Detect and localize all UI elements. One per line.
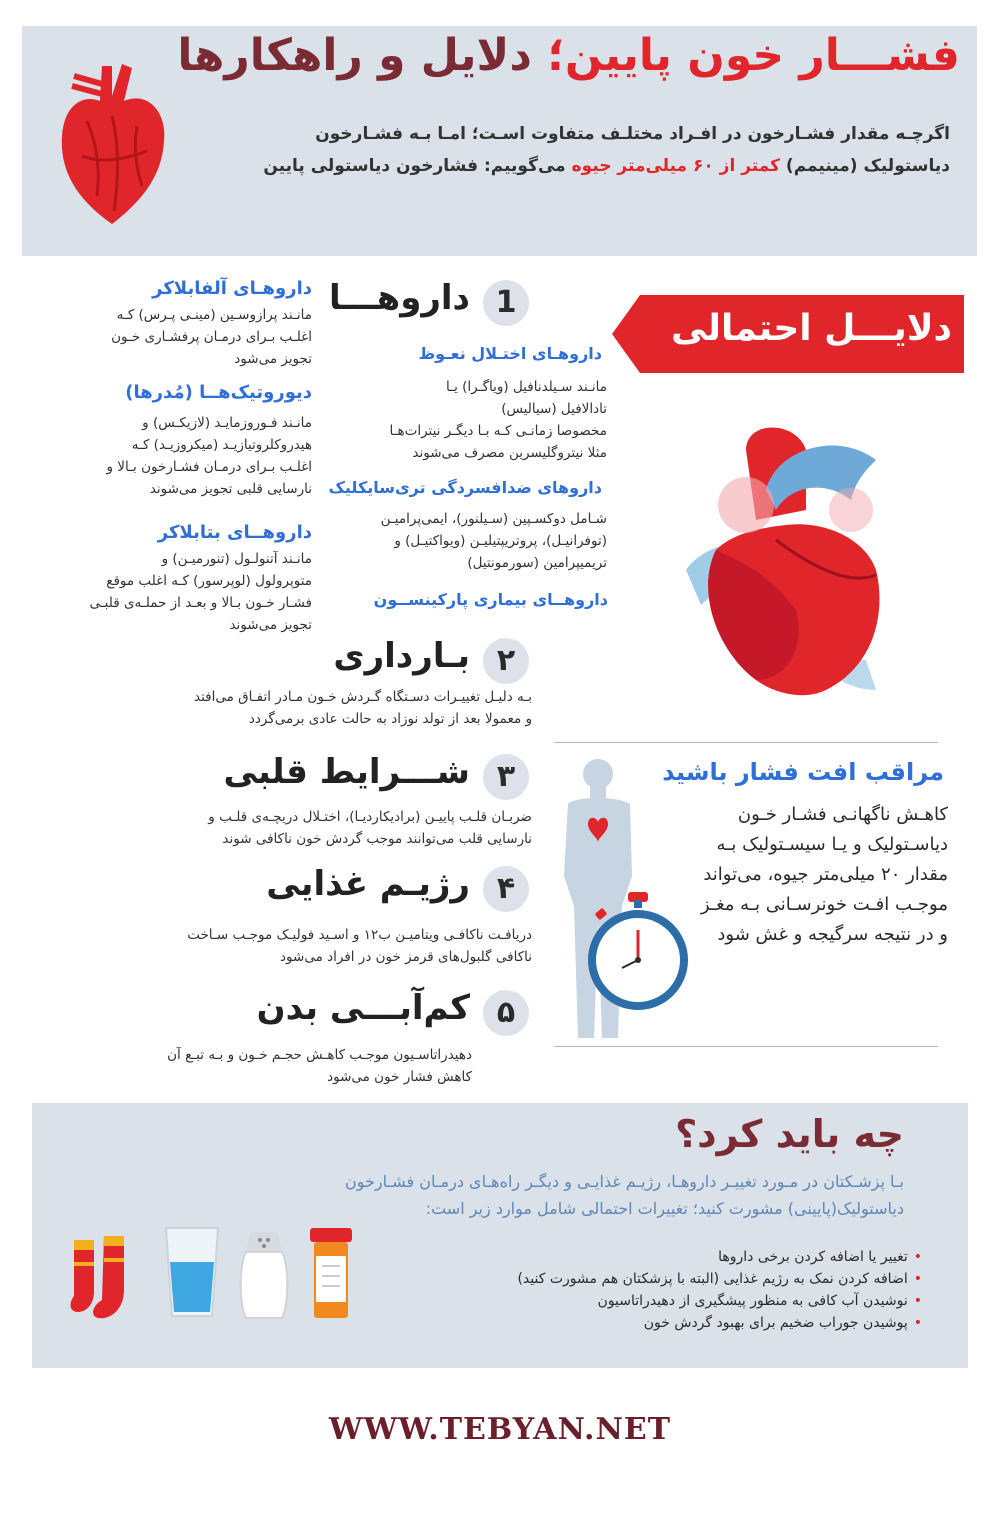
tricyclic-title: داروهای ضدافسردگی تری‌سایکلیک	[328, 478, 602, 497]
section-number-5: ۵	[483, 990, 529, 1036]
intro-line-2-start: دیاستولیک (مینیمم)	[780, 156, 950, 176]
section-number-3: ۳	[483, 754, 529, 800]
alpha-line: اغلـب بـرای درمـان پرفشـاری خـون	[111, 329, 312, 345]
footer-website[interactable]: WWW.TEBYAN.NET	[328, 1412, 672, 1447]
watch-line: و در نتیجه سرگیجه و غش شود	[717, 924, 948, 945]
what-line-1: بـا پزشـکتان در مـورد تغییـر داروهـا، رژیـم غذایـی و دیگـر راه‌هـای درمـان فشـارخون	[345, 1172, 904, 1191]
tip-item: • اضافه کردن نمک به رژیم غذایی (البته با پزشکتان هم مشورت کنید)	[422, 1268, 922, 1290]
diuretic-line: نارسایی قلبی تجویز می‌شوند	[149, 481, 312, 497]
section-number-1: 1	[483, 280, 529, 326]
heart-line: نارسایی قلب می‌توانند موجب گردش خون ناکافی شوند	[222, 831, 532, 847]
heart-line: ضربـان قلـب پاییـن (برادیکاردیـا)، اختـلال دریچـه‌ی قلـب و	[208, 809, 532, 825]
watch-line: موجـب افـت خونرسـانی بـه مغـز	[700, 894, 948, 915]
alpha-blocker-text	[62, 304, 312, 370]
dehydration-text	[52, 1044, 472, 1088]
watch-text	[658, 800, 948, 950]
ed-line: مانـند سـیلدنافیل (ویاگـرا) یـا	[446, 379, 607, 395]
watch-title: مراقب افت فشار باشید	[662, 758, 944, 786]
ed-drugs-title: داروهـای اختـلال نعـوظ	[418, 344, 602, 363]
diuretic-line: اغلـب بـرای درمـان فشـارخون بـالا و	[106, 459, 312, 475]
diet-line: دریافـت ناکافـی ویتامیـن ب۱۲ و اسـید فولیـک موجـب سـاخت	[187, 927, 532, 943]
watch-line: مقدار ۲۰ میلی‌متر جیوه، می‌تواند	[703, 864, 948, 885]
alpha-blocker-title: داروهـای آلفابلاکر	[152, 278, 312, 299]
pill-bottle-icon	[308, 1226, 354, 1320]
diuretic-line: هیدروکلروتیازیـد (میکروزیـد) کـه	[131, 437, 312, 453]
intro-line-2-end: می‌گوییم: فشارخون دیاستولی پایین	[263, 156, 572, 176]
tricyclic-text	[327, 508, 607, 574]
dehydration-line: دهیدراتاسـیون موجـب کاهـش حجـم خـون و بـه تبـع آن	[167, 1047, 472, 1063]
socks-icon	[68, 1232, 150, 1324]
beta-line: فشـار خـون بـالا و بعـد از حملـه‌ی قلبـی	[89, 595, 312, 611]
pregnancy-text	[92, 686, 532, 730]
beta-line: متوپرولول (لوپرسور) کـه اغلب موقع	[106, 573, 312, 589]
beta-line: مانـند آتنولـول (تنورمیـن) و	[161, 551, 312, 567]
page-title	[177, 30, 960, 81]
divider-bottom	[554, 1046, 938, 1047]
parkinson-drugs-title: داروهــای بیماری پارکینســون	[373, 590, 608, 609]
beta-blocker-text	[62, 548, 312, 636]
what-to-do-text	[84, 1168, 904, 1222]
ed-line: مثلا نیتروگلیسرین مصرف می‌شوند	[412, 445, 607, 461]
intro-highlight: کمتر از ۶۰ میلی‌متر جیوه	[571, 156, 781, 176]
section-title-drugs: داروهـــا	[328, 278, 470, 318]
intro-text	[210, 118, 950, 182]
beta-line: تجویز می‌شوند	[229, 617, 312, 633]
water-glass-icon	[164, 1226, 220, 1318]
title-rest: دلایل و راهکارها	[177, 30, 548, 81]
dehydration-line: کاهش فشار خون می‌شود	[327, 1069, 472, 1085]
what-to-do-title: چه باید کرد؟	[675, 1112, 904, 1156]
ed-drugs-text	[347, 376, 607, 464]
watch-line: دیاسـتولیک و یـا سیسـتولیک بـه	[716, 834, 948, 855]
beta-blocker-title: داروهــای بتابلاکر	[157, 522, 312, 543]
heart-illustration	[676, 410, 906, 710]
alpha-line: مانـند پرازوسـین (مینـی پـرس) کـه	[116, 307, 312, 323]
diuretic-title: دیوروتیک‌هــا (مُدرها)	[125, 382, 312, 403]
tip-item: • نوشیدن آب کافی به منظور پیشگیری از دهیدراتاسیون	[422, 1290, 922, 1312]
section-title-dehydration: کم‌آبـــی بدن	[256, 988, 470, 1028]
what-line-2: دیاستولیک(پایینی) مشورت کنید؛ تغییرات احتمالی شامل موارد زیر است:	[425, 1199, 904, 1218]
diuretic-line: مانـند فـوروزمایـد (لازیکـس) و	[142, 415, 312, 431]
section-title-heart-conditions: شـــرایط قلبی	[223, 752, 470, 792]
banner-label: دلایـــل احتمالی	[671, 308, 952, 349]
section-title-pregnancy: بـارداری	[333, 636, 470, 676]
tip-item: • تغییر یا اضافه کردن برخی داروها	[422, 1246, 922, 1268]
section-title-diet: رژیـم غذایی	[266, 864, 470, 904]
watch-line: کاهـش ناگهانـی فشـار خـون	[737, 804, 948, 825]
intro-line-1: اگرچـه مقدار فشـارخون در افـراد مختلـف متفاوت اسـت؛ امـا بـه فشـارخون	[315, 124, 950, 144]
alpha-line: تجویز می‌شود	[234, 351, 312, 367]
salt-shaker-icon	[238, 1228, 290, 1320]
divider-top	[554, 742, 938, 743]
tips-list	[422, 1246, 922, 1334]
pregnancy-line: و معمولا بعد از تولد نوزاد به حالت عادی برمی‌گردد	[248, 711, 532, 727]
pregnancy-line: بـه دلیـل تغییـرات دسـتگاه گـردش خـون مـادر اتفـاق می‌افتد	[193, 689, 532, 705]
ed-line: مخصوصا زمانـی کـه بـا دیگـر نیترات‌هـا	[389, 423, 607, 439]
section-number-2: ۲	[483, 638, 529, 684]
diet-line: ناکافی گلبول‌های قرمز خون در افراد می‌شود	[280, 949, 532, 965]
diuretic-text	[62, 412, 312, 500]
diet-text	[92, 924, 532, 968]
heart-icon	[52, 46, 172, 231]
section-number-4: ۴	[483, 866, 529, 912]
heart-conditions-text	[92, 806, 532, 850]
ed-line: تادالافیل (سیالیس)	[501, 401, 607, 417]
tip-item: • پوشیدن جوراب ضخیم برای بهبود گردش خون	[422, 1312, 922, 1334]
tricyclic-line: (توفرانیـل)، پروتریپتیلیـن (ویواکتیـل) و	[394, 533, 607, 549]
title-highlight: فشـــار خون پایین؛	[547, 30, 960, 81]
tricyclic-line: شـامل دوکسـپین (سـیلنور)، ایمی‌پرامیـن	[380, 511, 607, 527]
intro-line-2	[210, 150, 950, 182]
tricyclic-line: تریمیپرامین (سورمونتیل)	[467, 555, 607, 571]
